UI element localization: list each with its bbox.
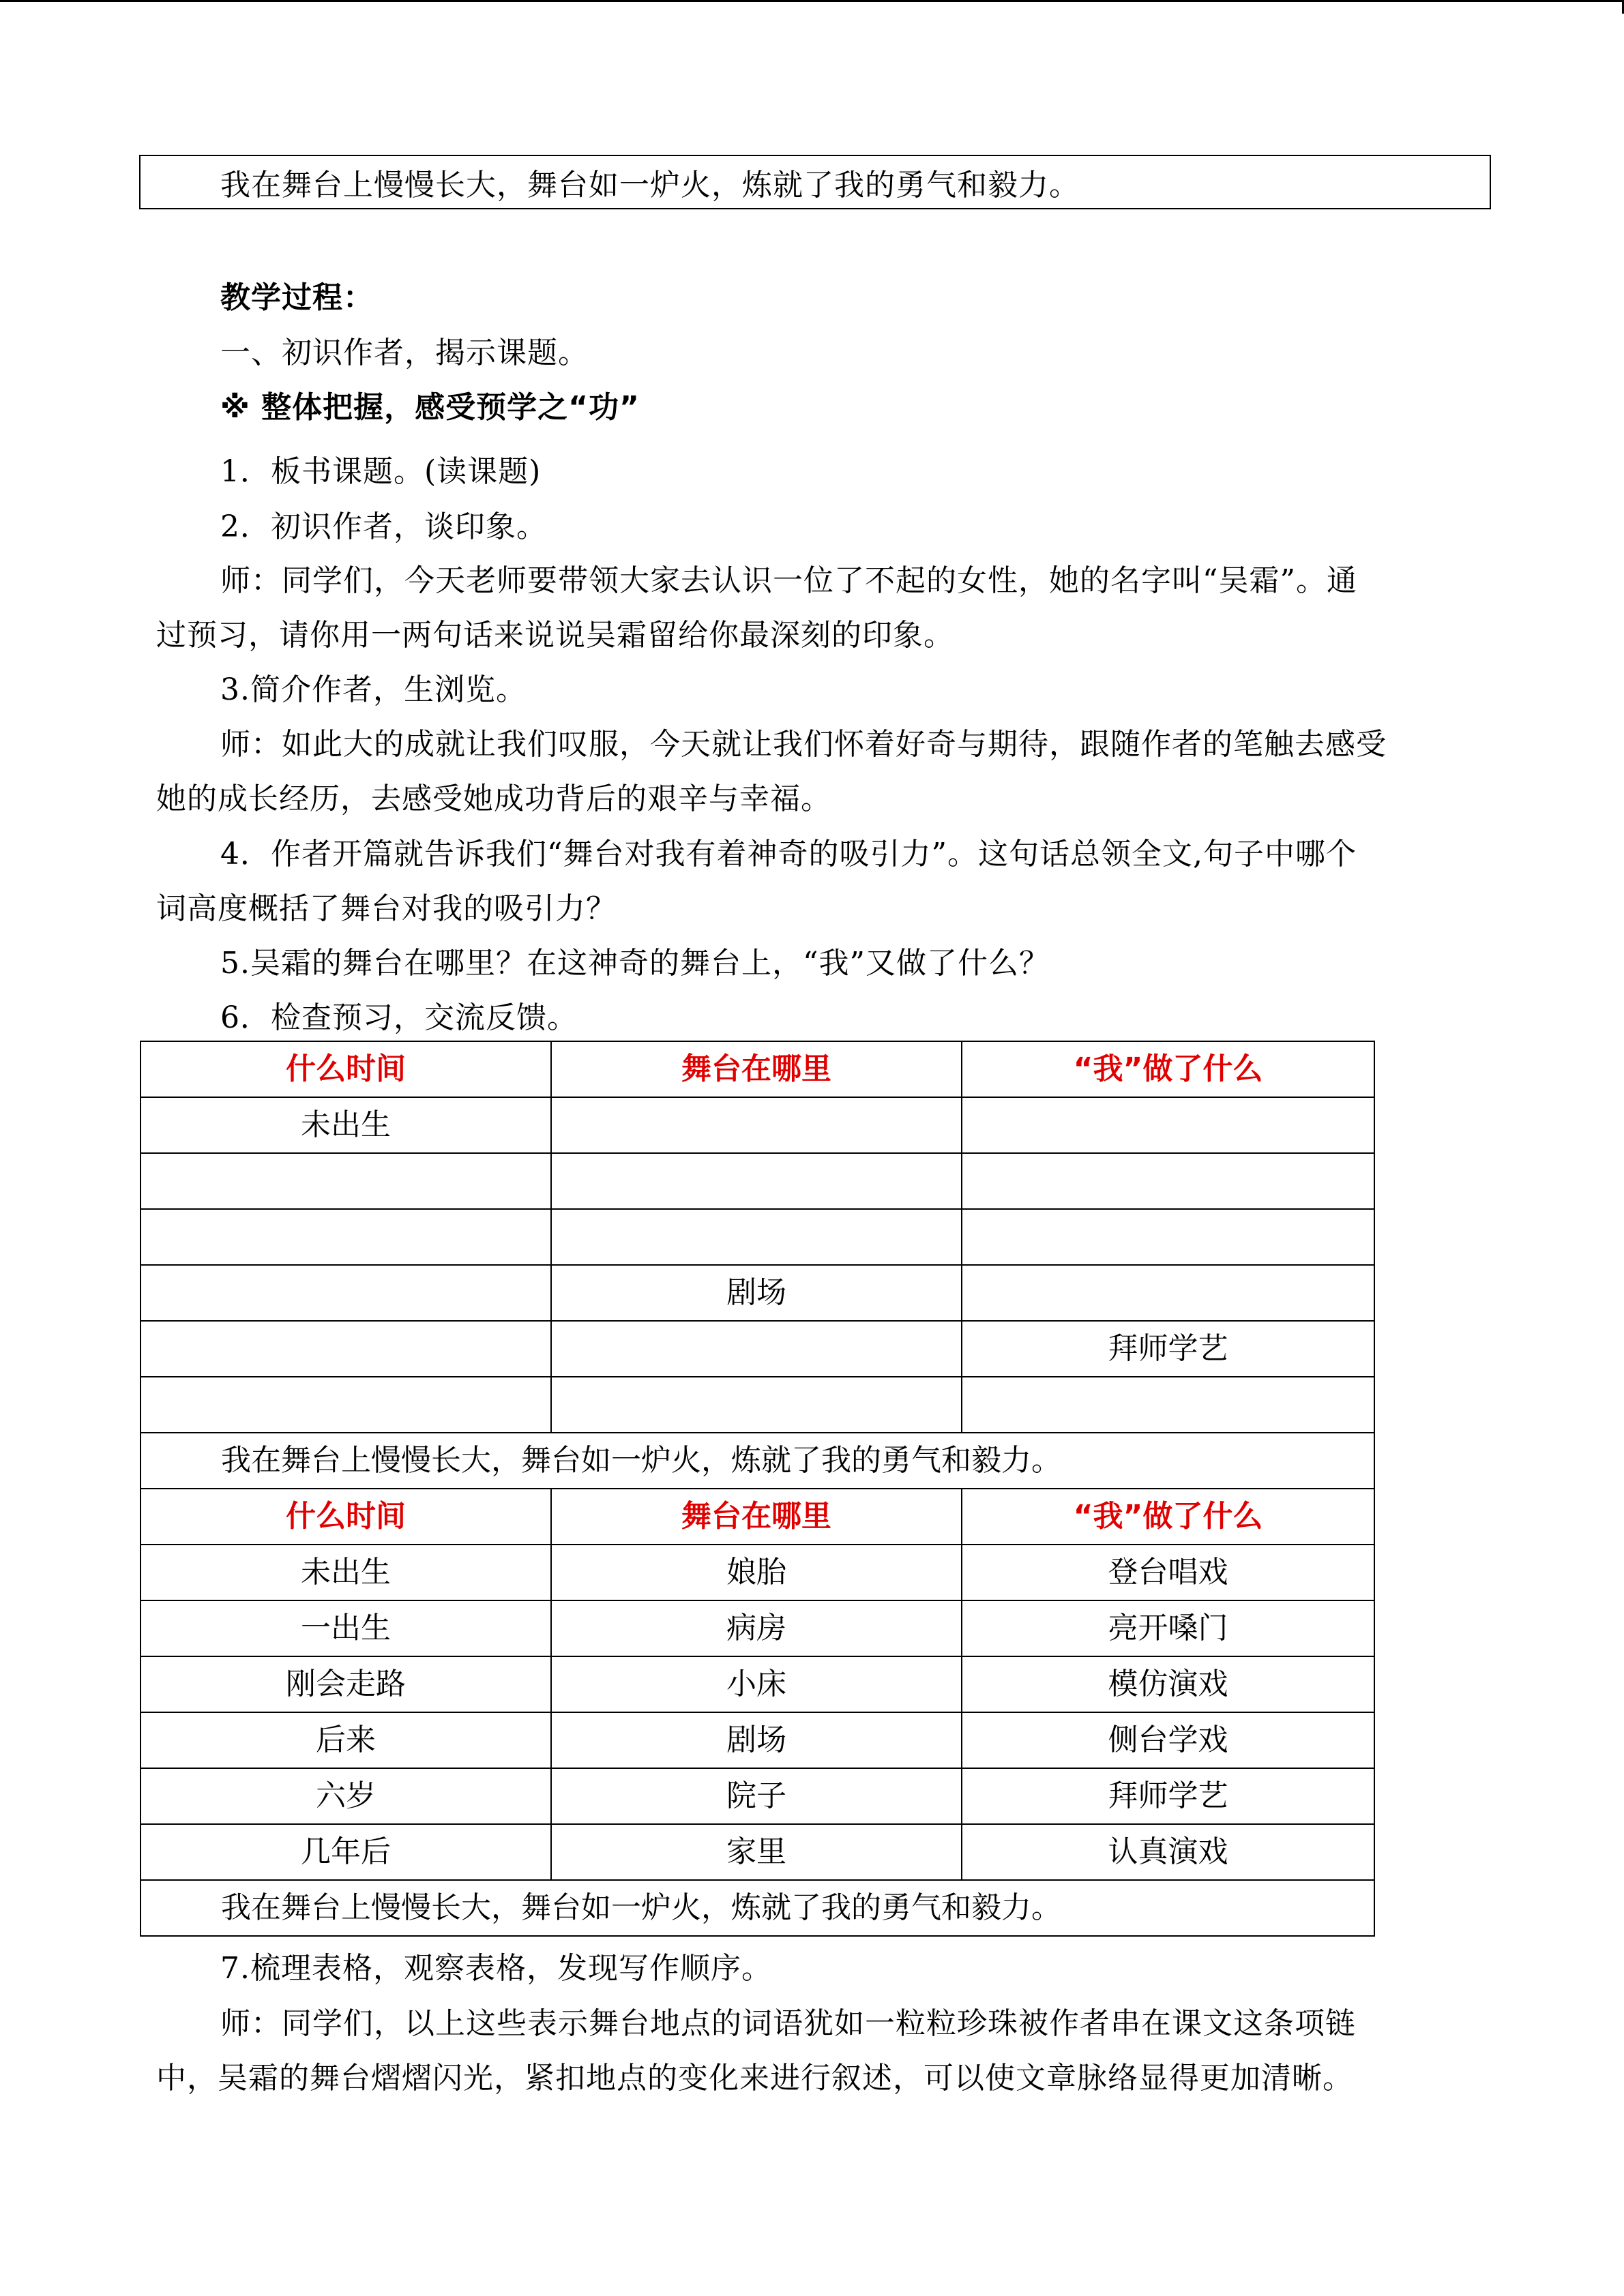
top-summary-text: 我在舞台上慢慢长大，舞台如一炉火，炼就了我的勇气和毅力。	[220, 168, 1080, 203]
paragraph-2-line-1: 师：如此大的成就让我们叹服，今天就让我们怀着好奇与期待，跟随作者的笔触去感受	[220, 727, 1387, 762]
table-cell: 刚会走路	[141, 1656, 551, 1712]
table-cell	[962, 1265, 1374, 1321]
table-summary-row	[141, 1433, 1374, 1489]
table-cell: 拜师学艺	[962, 1321, 1374, 1377]
table-cell: 未出生	[141, 1097, 551, 1153]
table-summary-row	[141, 1880, 1374, 1936]
table-cell: 登台唱戏	[962, 1545, 1374, 1600]
header-stage: 舞台在哪里	[551, 1489, 962, 1545]
table-row	[141, 1656, 1374, 1712]
table-cell: 拜师学艺	[962, 1768, 1374, 1824]
table-cell	[141, 1321, 551, 1377]
paragraph-2-line-2: 她的成长经历，去感受她成功背后的艰辛与幸福。	[156, 781, 831, 816]
table-row	[141, 1265, 1374, 1321]
table-summary-text: 我在舞台上慢慢长大，舞台如一炉火，炼就了我的勇气和毅力。	[141, 1433, 1374, 1489]
table-cell	[962, 1377, 1374, 1433]
item-6: 6．检查预习，交流反馈。	[220, 1000, 578, 1035]
table-summary-text: 我在舞台上慢慢长大，舞台如一炉火，炼就了我的勇气和毅力。	[141, 1880, 1374, 1936]
table-cell	[551, 1321, 962, 1377]
item-1: 1．板书课题。(读课题)	[220, 454, 542, 489]
item-3: 3.简介作者，生浏览。	[220, 672, 527, 707]
item-5: 5.吴霜的舞台在哪里？在这神奇的舞台上，“我”又做了什么？	[220, 946, 1050, 981]
table-cell	[551, 1097, 962, 1153]
table-cell	[962, 1209, 1374, 1265]
header-action: “我”做了什么	[962, 1041, 1374, 1097]
page-top-border	[0, 0, 1624, 2]
table-cell	[141, 1377, 551, 1433]
table-header-row	[141, 1489, 1374, 1545]
item-4-line-2: 词高度概括了舞台对我的吸引力？	[156, 891, 617, 926]
table-cell	[141, 1265, 551, 1321]
section-overview-title: ※ 整体把握，感受预学之“功”	[220, 390, 640, 425]
table-cell: 病房	[551, 1600, 962, 1656]
paragraph-3-line-2: 中，吴霜的舞台熠熠闪光，紧扣地点的变化来进行叙述，可以使文章脉络显得更加清晰。	[156, 2061, 1353, 2096]
table-cell: 几年后	[141, 1824, 551, 1880]
table-cell: 亮开嗓门	[962, 1600, 1374, 1656]
table-cell: 后来	[141, 1712, 551, 1768]
preview-table-answers	[140, 1488, 1375, 1937]
table-cell: 侧台学戏	[962, 1712, 1374, 1768]
table-row	[141, 1321, 1374, 1377]
table-cell	[141, 1209, 551, 1265]
paragraph-1-line-1: 师：同学们，今天老师要带领大家去认识一位了不起的女性，她的名字叫“吴霜”。通	[220, 563, 1357, 598]
table-row	[141, 1600, 1374, 1656]
table-row	[141, 1153, 1374, 1209]
header-action: “我”做了什么	[962, 1489, 1374, 1545]
table-cell: 小床	[551, 1656, 962, 1712]
item-2: 2．初识作者，谈印象。	[220, 509, 547, 544]
table-cell: 院子	[551, 1768, 962, 1824]
table-cell: 剧场	[551, 1265, 962, 1321]
table-cell: 剧场	[551, 1712, 962, 1768]
table-header-row	[141, 1041, 1374, 1097]
table-row	[141, 1377, 1374, 1433]
table-row	[141, 1545, 1374, 1600]
header-time: 什么时间	[141, 1489, 551, 1545]
table-cell: 认真演戏	[962, 1824, 1374, 1880]
table-cell	[962, 1153, 1374, 1209]
table-cell	[141, 1153, 551, 1209]
item-4-line-1: 4．作者开篇就告诉我们“舞台对我有着神奇的吸引力”。这句话总领全文,句子中哪个	[220, 837, 1357, 871]
preview-table-blank	[140, 1041, 1375, 1489]
header-time: 什么时间	[141, 1041, 551, 1097]
table-cell: 家里	[551, 1824, 962, 1880]
table-cell	[962, 1097, 1374, 1153]
paragraph-3-line-1: 师：同学们，以上这些表示舞台地点的词语犹如一粒粒珍珠被作者串在课文这条项链	[220, 2006, 1356, 2041]
table-cell: 娘胎	[551, 1545, 962, 1600]
table-cell	[551, 1377, 962, 1433]
table-cell	[551, 1153, 962, 1209]
table-cell: 未出生	[141, 1545, 551, 1600]
header-stage: 舞台在哪里	[551, 1041, 962, 1097]
table-cell: 模仿演戏	[962, 1656, 1374, 1712]
table-row	[141, 1097, 1374, 1153]
teaching-process-heading: 教学过程：	[220, 280, 374, 315]
table-row	[141, 1768, 1374, 1824]
table-cell	[551, 1209, 962, 1265]
section-one-title: 一、初识作者，揭示课题。	[220, 336, 589, 370]
item-7: 7.梳理表格，观察表格，发现写作顺序。	[220, 1951, 772, 1986]
paragraph-1-line-2: 过预习，请你用一两句话来说说吴霜留给你最深刻的印象。	[156, 618, 954, 653]
table-row	[141, 1209, 1374, 1265]
table-cell: 一出生	[141, 1600, 551, 1656]
table-row	[141, 1824, 1374, 1880]
table-row	[141, 1712, 1374, 1768]
table-cell: 六岁	[141, 1768, 551, 1824]
